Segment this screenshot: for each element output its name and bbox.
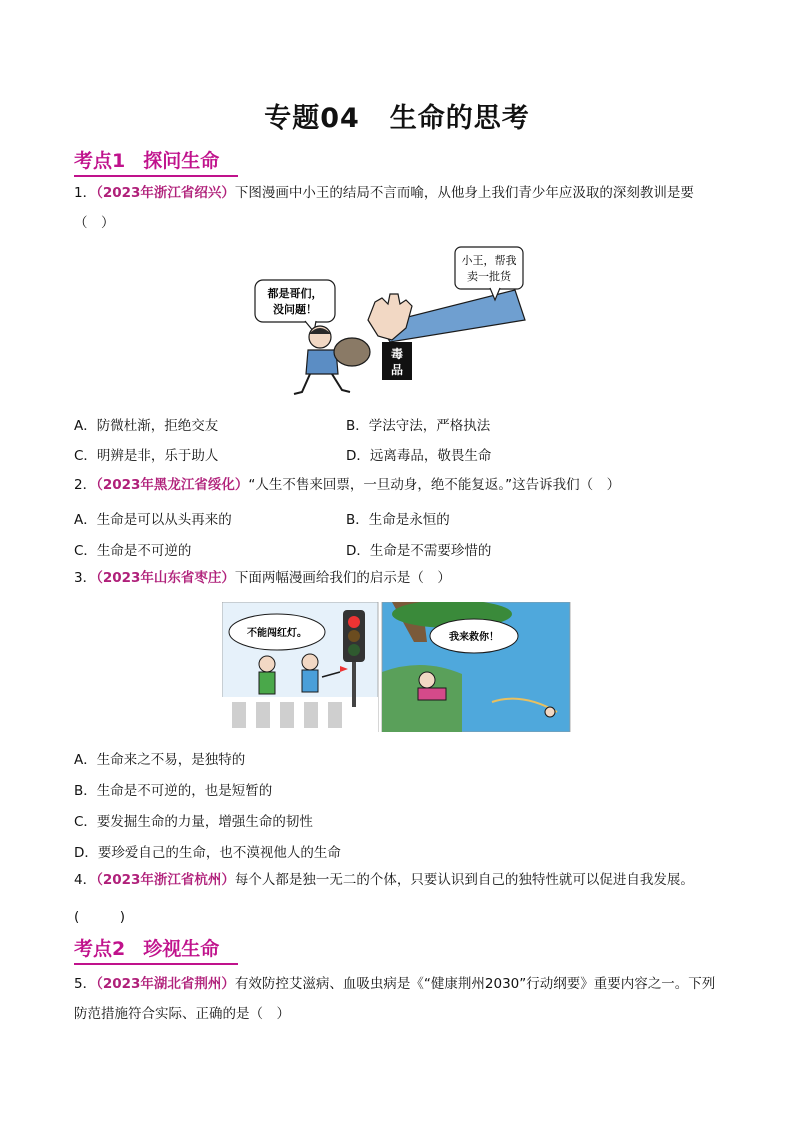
- bubble-text: 小王，帮我: [461, 254, 517, 267]
- section-heading-2: 考点2 珍视生命: [74, 934, 219, 961]
- drug-label: 品: [390, 363, 404, 377]
- question-source: （2023年浙江省杭州）: [96, 872, 235, 888]
- option-b[interactable]: B．学法守法，严格执法: [346, 418, 491, 434]
- drug-cartoon-figure: [250, 242, 540, 402]
- bubble-text: 都是哥们，: [267, 287, 323, 300]
- option-d[interactable]: D．远离毒品，敬畏生命: [346, 448, 492, 464]
- drug-label: 毒: [390, 347, 404, 361]
- bubble-text: 没问题！: [273, 303, 317, 316]
- bubble-text: 卖一批货: [467, 270, 511, 283]
- option-a[interactable]: A．生命来之不易，是独特的: [74, 752, 246, 768]
- option-a[interactable]: A．生命是可以从头再来的: [74, 512, 232, 528]
- bubble-text: 不能闯红灯。: [247, 628, 307, 639]
- question-source: （2023年浙江省绍兴）: [96, 185, 235, 201]
- question-2: 2．（2023年黑龙江省绥化）“人生不售来回票，一旦动身，绝不能复返。”这告诉我们（ ）: [74, 477, 621, 493]
- option-b[interactable]: B．生命是不可逆的，也是短暂的: [74, 783, 273, 799]
- option-d[interactable]: D．要珍爱自己的生命，也不漠视他人的生命: [74, 845, 341, 861]
- option-c[interactable]: C．要发掘生命的力量，增强生命的韧性: [74, 814, 313, 830]
- option-b[interactable]: B．生命是永恒的: [346, 512, 450, 528]
- question-4: 4．（2023年浙江省杭州）每个人都是独一无二的个体，只要认识到自己的独特性就可以促进自我发展。: [74, 872, 694, 888]
- bubble-text: 我来救你！: [449, 632, 499, 643]
- question-source: （2023年黑龙江省绥化）: [96, 477, 249, 493]
- question-source: （2023年湖北省荆州）: [96, 976, 235, 992]
- option-c[interactable]: C．明辨是非，乐于助人: [74, 448, 219, 464]
- question-1: 1．（2023年浙江省绍兴）下图漫画中小王的结局不言而喻，从他身上我们青少年应汲取的深刻教训是要 （ ）: [74, 185, 694, 231]
- question-3: 3．（2023年山东省枣庄）下面两幅漫画给我们的启示是（ ）: [74, 570, 451, 586]
- option-d[interactable]: D．生命是不需要珍惜的: [346, 543, 492, 559]
- option-a[interactable]: A．防微杜渐，拒绝交友: [74, 418, 219, 434]
- option-c[interactable]: C．生命是不可逆的: [74, 543, 192, 559]
- page-title: 专题04 生命的思考: [264, 103, 530, 134]
- question-5: 5．（2023年湖北省荆州）有效防控艾滋病、血吸虫病是《“健康荆州2030”行动纲要》重要内容之一。下列 防范措施符合实际、正确的是（ ）: [74, 976, 716, 1022]
- answer-blank[interactable]: ( ): [74, 909, 126, 925]
- section-heading-1: 考点1 探问生命: [74, 146, 219, 173]
- traffic-and-rescue-cartoon: [222, 602, 572, 732]
- question-source: （2023年山东省枣庄）: [96, 570, 235, 586]
